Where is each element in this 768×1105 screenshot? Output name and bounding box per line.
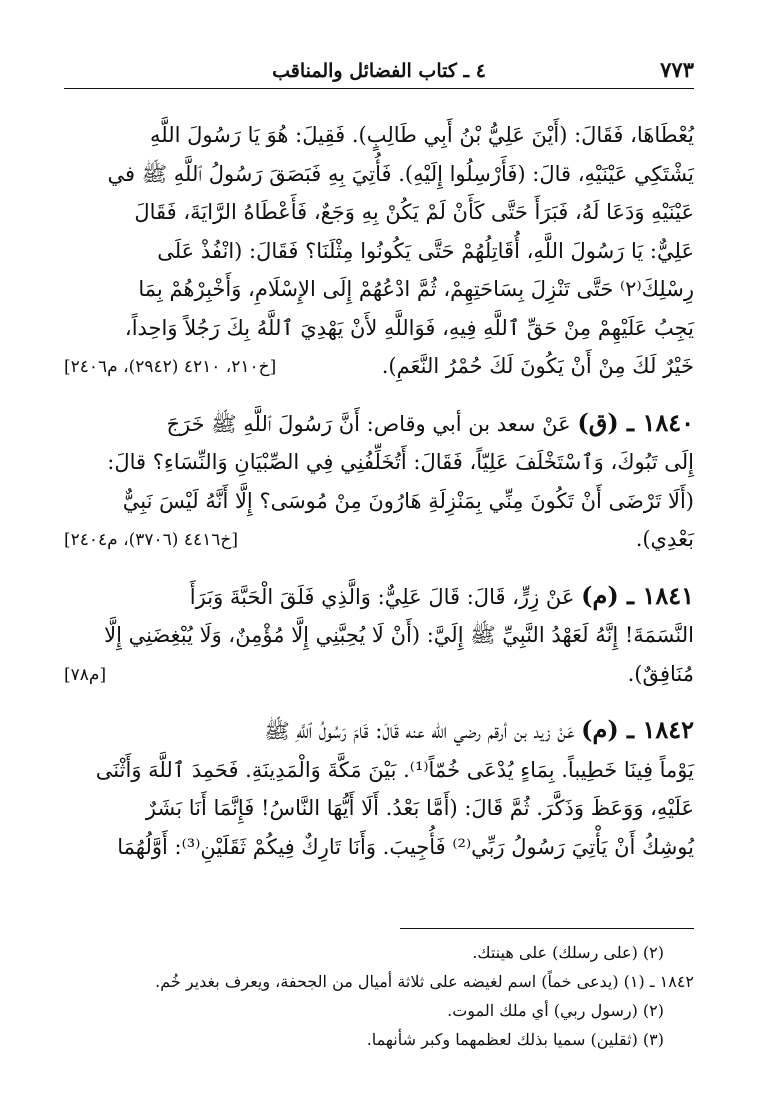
text-fragment: عَنْ زيد بن أرقم رضي الله عنه قَالَ: قَامَ رَسُولُ ٱللَّهِ ﷺ (264, 719, 575, 743)
page-number: ٧٧٣ (660, 57, 694, 82)
text-line (64, 577, 694, 617)
text-fragment: عَنْ سعد بن أبي وقاص: أَنَّ رَسُولَ ٱللَّهِ ﷺ خَرَجَ (166, 411, 571, 436)
text-line (64, 404, 694, 444)
text-line: رِسْلِكَ⁽٢⁾ حَتَّى تَنْزِلَ بِسَاحَتِهِمْ، ثُمَّ ادْعُهُمْ إِلَى الإِسْلَامِ، وَأَخْبِرْهُمْ بِمَا (138, 277, 694, 301)
running-header (64, 52, 694, 88)
footnote: ١٨٤٢ ـ (١) (يدعى خماً) اسم لغيضه على ثلاثة أميال من الجحفة، ويعرف بغدير خُم. (155, 972, 694, 991)
hadith-number: ١٨٤٠ ـ (ق) (577, 407, 694, 437)
footnote: (٢) (رسول ربي) أي ملك الموت. (447, 1001, 664, 1020)
hadith-number: ١٨٤٢ ـ (م) (581, 715, 694, 744)
text-line: النَّسَمَةَ! إِنَّهُ لَعَهْدُ النَّبِيِّ ﷺ إِلَيَّ: (أَنْ لَا يُحِبَّنِي إِلَّا مُؤْمِنٌ، وَلَا يُبْغِضَنِي إِلَّا (104, 623, 694, 647)
hadith-1841 (64, 577, 694, 694)
text-line (64, 655, 694, 694)
footnotes (64, 938, 694, 1054)
source-citation: [خ٤٤١٦ (٣٧٠٦)، م٢٤٠٤] (64, 530, 238, 550)
text-line (64, 711, 694, 751)
text-line: يَجِبُ عَلَيْهِمْ مِنْ حَقِّ ٱللَّهِ فِيهِ، فَوَاللَّهِ لأَنْ يَهْدِيَ ٱللَّهُ بِكَ رَجُلاً وَاحِداً، (124, 315, 694, 340)
continuation-paragraph (64, 116, 694, 386)
footnote: (٢) (على رسلك) على هينتك. (472, 943, 664, 962)
hadith-1840 (64, 404, 694, 559)
text-fragment: بَعْدِي). (635, 527, 694, 551)
text-fragment: مُنَافِقٌ). (627, 661, 694, 686)
text-fragment: عَنْ زِرٍّ، قَالَ: قَالَ عَلِيٌّ: وَالَّذِي فَلَقَ الْحَبَّةَ وَبَرَأَ (189, 584, 575, 609)
text-line: يُوشِكُ أَنْ يَأْتِيَ رَسُولُ رَبِّي⁽²⁾ فَأُجِيبَ. وَأَنَا تَارِكٌ فِيكُمْ ثَقَلَيْنِ⁽³⁾: أَوَّلُهُمَا (117, 834, 694, 859)
text-line: عَلَيْهِ، وَوَعَظَ وَذَكَّرَ. ثُمَّ قَالَ: (أَمَّا بَعْدُ. أَلَا أَيُّهَا النَّاسُ! فَإِنَّمَا أَنَا بَشَرٌ (145, 796, 694, 820)
text-line: (أَلَا تَرْضَى أَنْ تَكُونَ مِنِّي بِمَنْزِلَةِ هَارُونَ مِنْ مُوسَى؟ إِلَّا أَنَّهُ لَيْسَ نَبِيٌّ (122, 488, 694, 513)
text-line (64, 347, 694, 386)
text-line: عَلِيٌّ: يَا رَسُولَ اللَّهِ، أُقَاتِلُهُمْ حَتَّى يَكُونُوا مِثْلَنَا؟ فَقَالَ: (انْفُذْ عَلَى (157, 238, 694, 263)
header-rule (64, 88, 694, 89)
footnote-rule (400, 928, 694, 929)
hadith-number: ١٨٤١ ـ (م) (581, 580, 694, 610)
text-line: يَوْماً فِينَا خَطِيباً. بِمَاءٍ يُدْعَى خُمّاً⁽¹⁾. بَيْنَ مَكَّةَ وَالْمَدِينَةِ. فَحَمِدَ ٱللَّهَ وَأَثْنَى (95, 757, 694, 782)
main-text (64, 116, 694, 884)
source-citation: [م٧٨] (64, 664, 107, 685)
hadith-1842 (64, 711, 694, 866)
source-citation: [خ٢١٠، ٤٢١٠ (٢٩٤٢)، م٢٤٠٦] (64, 357, 277, 377)
text-line: إِلَى تَبُوكَ، وَٱسْتَخْلَفَ عَلِيّاً، فَقَالَ: أَتُخَلِّفُنِي فِي الصِّبْيَانِ وَالنِّسَاءِ؟ قالَ: (107, 450, 694, 474)
text-fragment: خَيْرٌ لَكَ مِنْ أَنْ يَكُونَ لَكَ حُمْرُ النَّعَمِ). (381, 354, 694, 378)
footnote: (٣) (ثقلين) سميا بذلك لعظمهما وكبر شأنهما. (366, 1030, 664, 1049)
text-line (64, 520, 694, 559)
chapter-title: ٤ ـ كتاب الفضائل والمناقب (272, 60, 486, 82)
text-line: عَيْنَيْهِ وَدَعَا لَهُ، فَبَرَأَ حَتَّى كَأَنْ لَمْ يَكُنْ بِهِ وَجَعٌ، فَأَعْطَاهُ الرَّايَةَ، فَقَالَ (134, 200, 694, 224)
text-line: يُعْطَاهَا، فَقَالَ: (أَيْنَ عَلِيُّ بْنُ أَبِي طَالِبٍ). فَقِيلَ: هُوَ يَا رَسُولَ اللَّهِ (150, 123, 694, 147)
text-line: يَشْتَكِي عَيْنَيْهِ، قالَ: (فَأَرْسِلُوا إِلَيْهِ). فَأُتِيَ بِهِ فَبَصَقَ رَسُولُ ٱللَّهِ ﷺ في (107, 161, 694, 186)
